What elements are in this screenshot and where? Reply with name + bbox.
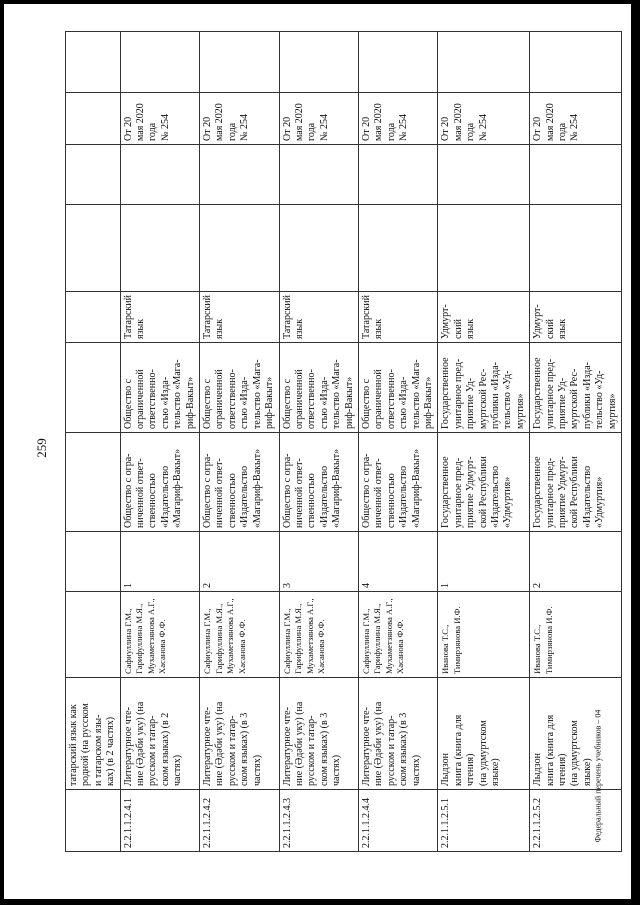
cell-col8 (120, 205, 199, 292)
cell-order: От 20 мая 2020 года № 254 (279, 93, 358, 145)
page-number: 259 (34, 438, 49, 458)
scan-edge-right (631, 0, 640, 905)
cell-publisher (66, 433, 121, 532)
table-row (358, 32, 437, 852)
cell-title: Литературное чте- ние (Әдәби уку) (на русском и татар- ском языках) (в 3 частях) (200, 678, 279, 790)
cell-col11 (438, 32, 530, 93)
cell-col9 (200, 145, 279, 205)
cell-publisher-full (66, 343, 121, 433)
cell-language: Удмурт- ский язык (530, 292, 622, 343)
cell-publisher-full: Общество с ограниченной ответственно- стью «Изда- тельство «Мага- риф-Вакыт» (358, 343, 437, 433)
cell-publisher: Общество с огра- ниченной ответ- ственностью «Издательство «Магариф-Вакыт» (358, 433, 437, 532)
table-row (200, 32, 279, 852)
table-row (530, 32, 622, 852)
cell-title: Литературное чте- ние (Әдәби уку) (на русском и татар- ском языках) (в 3 частях) (358, 678, 437, 790)
cell-publisher: Государственное унитарное пред- приятие Удмурт- ской Республики «Издательство «Удмуртия» (438, 433, 530, 532)
cell-title: татарский язык как родной (на русском и татарском язы- ках) (в 2 частях) (66, 678, 121, 790)
page-footer: Федеральный перечень учебников – 04 (593, 709, 603, 843)
cell-col9 (438, 145, 530, 205)
cell-col9 (66, 145, 121, 205)
cell-language: Удмурт- ский язык (438, 292, 530, 343)
cell-grade: 1 (438, 532, 530, 592)
cell-col8 (530, 205, 622, 292)
cell-col11 (66, 32, 121, 93)
cell-col8 (438, 205, 530, 292)
cell-publisher-full: Общество с ограниченной ответственно- стью «Изда- тельство «Мага- риф-Вакыт» (200, 343, 279, 433)
cell-publisher: Общество с огра- ниченной ответ- ственностью «Издательство «Магариф-Вакыт» (120, 433, 199, 532)
table-row (120, 32, 199, 852)
cell-col8 (66, 205, 121, 292)
cell-language: Татарский язык (279, 292, 358, 343)
cell-col9 (530, 145, 622, 205)
cell-language (66, 292, 121, 343)
cell-col8 (279, 205, 358, 292)
cell-order: От 20 мая 2020 года № 254 (358, 93, 437, 145)
table-row (66, 32, 121, 852)
cell-col11 (530, 32, 622, 93)
cell-publisher: Государственное унитарное пред- приятие Удмурт- ской Республики «Издательство «Удмуртия» (530, 433, 622, 532)
cell-col11 (120, 32, 199, 93)
table-body (66, 32, 622, 852)
cell-col11 (358, 32, 437, 93)
cell-publisher-full: Общество с ограниченной ответственно- стью «Изда- тельство «Мага- риф-Вакыт» (120, 343, 199, 433)
cell-number: 2.2.1.1.2.5.1 (438, 790, 530, 852)
cell-publisher: Общество с огра- ниченной ответ- ственностью «Издательство «Магариф-Вакыт» (200, 433, 279, 532)
cell-number: 2.2.1.1.2.4.3 (279, 790, 358, 852)
cell-order: От 20 мая 2020 года № 254 (120, 93, 199, 145)
cell-grade: 2 (200, 532, 279, 592)
cell-authors: Сафиуллина Г.М., Гарифуллина М.Я., Мухаметзянова А.Г., Хасанова Ф.Ф. (358, 592, 437, 678)
table-row (279, 32, 358, 852)
cell-number (66, 790, 121, 852)
cell-publisher-full: Государственное унитарное пред- приятие Уд- муртской Рес- публики «Изда- тельство «Уд- муртия» (530, 343, 622, 433)
cell-authors: Иванова Т.С., Тимирзянова И.Ф. (530, 592, 622, 678)
cell-authors: Сафиуллина Г.М., Гарифуллина М.Я., Мухаметзянова А.Г., Хасанова Ф.Ф. (279, 592, 358, 678)
cell-order (66, 93, 121, 145)
cell-col11 (200, 32, 279, 93)
cell-number: 2.2.1.1.2.4.4 (358, 790, 437, 852)
cell-col9 (279, 145, 358, 205)
scan-edge-left (0, 0, 4, 905)
cell-grade: 1 (120, 532, 199, 592)
cell-authors: Сафиуллина Г.М., Гарифуллина М.Я., Мухаметзянова А.Г., Хасанова Ф.Ф. (120, 592, 199, 678)
cell-language: Татарский язык (200, 292, 279, 343)
cell-publisher: Общество с огра- ниченной ответ- ственностью «Издательство «Магариф-Вакыт» (279, 433, 358, 532)
cell-col8 (358, 205, 437, 292)
scan-edge-bottom (0, 899, 640, 905)
cell-col11 (279, 32, 358, 93)
cell-authors: Иванова Т.С., Тимирзянова И.Ф. (438, 592, 530, 678)
cell-order: От 20 мая 2020 года № 254 (438, 93, 530, 145)
textbook-list-table (65, 31, 622, 852)
cell-col8 (200, 205, 279, 292)
cell-title: Литературное чте- ние (Әдәби уку) (на русском и татар- ском языках) (в 3 частях) (279, 678, 358, 790)
cell-number: 2.2.1.1.2.4.1 (120, 790, 199, 852)
table-row (438, 32, 530, 852)
cell-grade: 3 (279, 532, 358, 592)
cell-publisher-full: Общество с ограниченной ответственно- стью «Изда- тельство «Мага- риф-Вакыт» (279, 343, 358, 433)
cell-col9 (358, 145, 437, 205)
cell-number: 2.2.1.1.2.5.2 (530, 790, 622, 852)
cell-authors (66, 592, 121, 678)
cell-publisher-full: Государственное унитарное пред- приятие Уд- муртской Рес- публики «Изда- тельство «Уд- муртия» (438, 343, 530, 433)
scan-edge-top (0, 0, 640, 4)
cell-title: Лыдзон книга (книга для чтения) (на удмуртском языке) (530, 678, 622, 790)
cell-grade: 2 (530, 532, 622, 592)
cell-order: От 20 мая 2020 года № 254 (530, 93, 622, 145)
cell-order: От 20 мая 2020 года № 254 (200, 93, 279, 145)
cell-language: Татарский язык (120, 292, 199, 343)
cell-number: 2.2.1.1.2.4.2 (200, 790, 279, 852)
cell-grade (66, 532, 121, 592)
cell-title: Лыдзон книга (книга для чтения) (на удмуртском языке) (438, 678, 530, 790)
cell-title: Литературное чте- ние (Әдәби уку) (на русском и татар- ском языках) (в 2 частях) (120, 678, 199, 790)
cell-authors: Сафиуллина Г.М., Гарифуллина М.Я., Мухаметзянова А.Г., Хасанова Ф.Ф. (200, 592, 279, 678)
cell-grade: 4 (358, 532, 437, 592)
cell-col9 (120, 145, 199, 205)
cell-language: Татарский язык (358, 292, 437, 343)
